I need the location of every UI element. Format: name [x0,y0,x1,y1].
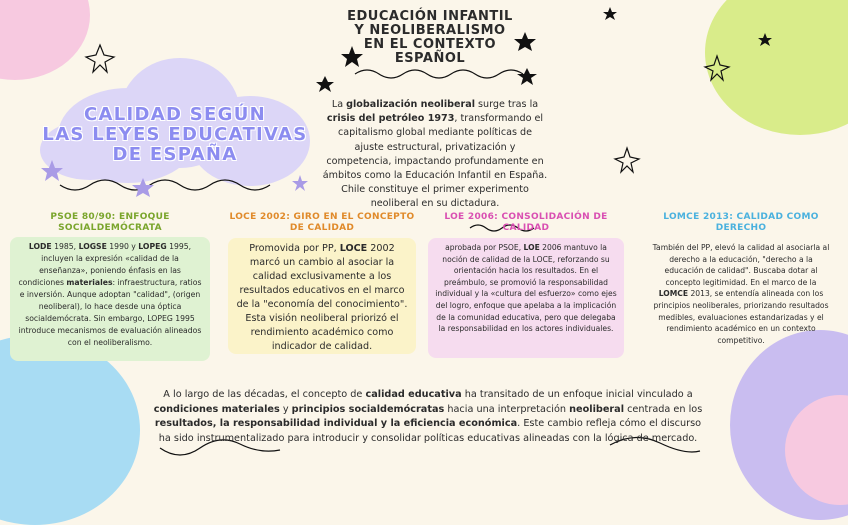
card-loe [428,238,624,358]
column-title-psoe: PSOE 80/90: ENFOQUE SOCIALDEMÓCRATA [50,212,170,233]
card-bold: materiales [66,278,113,287]
card-text: 2006 mantuvo la noción de calidad de la LOCE, reforzando su orientación hacia los resultados. En el preámbulo, se promovió la responsabilidad individual y la «cultura del esfuerzo» como ejes del logro, enfoque que apelaba a la implicación de la comunidad educativa, pero que delegaba la responsabilidad en los actores individuales. [435,243,617,334]
page-title [320,10,540,66]
main-heading [40,105,310,165]
star-icon [316,76,334,92]
heading-line: DE ESPAÑA [112,144,238,165]
card-text: 2013, se entendía alineada con los principios neoliberales, priorizando resultados medibles, evaluaciones estandarizadas y el rendimiento académico en un contexto competitivo. [653,289,829,345]
squiggle-line [355,70,523,78]
star-icon [132,178,154,197]
squiggle-line [60,180,270,190]
card-bold: LODE [28,242,52,251]
card-text: : infraestructura, ratios e inversión. Aunque adoptan "calidad", (origen neoliberal), lo hace desde una óptica socialdemócrata. Sin embargo, LOPEG 1995 introduce mecanismos de evaluación alineados con el neoliberalismo. [18,278,202,347]
card-loce [228,238,416,354]
card-text: Promovida por PP, [249,243,340,254]
footer-bold: condiciones materiales [153,403,280,415]
intro-text: surge tras la [475,99,539,110]
card-lomce [645,238,837,363]
sparkle-icon [615,148,639,172]
card-text: 1985, [51,242,79,251]
star-icon [517,68,537,85]
star-icon [758,33,772,46]
intro-paragraph [322,98,548,212]
card-text: aprobada por PSOE, [445,243,524,252]
title-line: EN EL CONTEXTO [363,37,497,52]
intro-text: , transformando el capitalismo global mediante políticas de ajuste estructural, privatización y competencia, impactando profundamente en ámbitos como la Educación Infantil en España. Chile constituye el primer experimento neoliberal en su dictadura. [322,113,548,210]
star-icon [603,7,617,20]
footer-text: y [279,403,292,415]
sparkle-icon [705,56,729,80]
intro-bold: globalización neoliberal [346,99,475,110]
card-text: 2002 marcó un cambio al asociar la calidad exclusivamente a los resultados educativos en el marco de la "economía del conocimiento". Esta visión neoliberal priorizó el rendimiento académico como indicador de calidad. [236,243,408,352]
intro-text: La [331,99,347,110]
footer-text: hacia una interpretación [444,403,570,415]
footer-text: ha transitado de un enfoque inicial vinculado a [461,389,693,400]
footer-text: centrada en los [624,403,703,415]
sparkle-icon [86,45,114,72]
heading-line: LAS LEYES EDUCATIVAS [42,124,308,145]
title-line: ESPAÑOL [394,51,466,66]
heading-line: CALIDAD SEGÚN [83,104,266,125]
card-bold: LOMCE [658,289,689,299]
title-line: Y NEOLIBERALISMO [354,23,506,38]
card-text: 1995, incluyen la expresión «calidad de la enseñanza», poniendo énfasis en las condiciones [18,242,192,287]
card-bold: LOGSE [78,242,107,251]
footer-bold: calidad educativa [365,389,462,400]
card-psoe [10,237,210,361]
conclusion-paragraph [148,388,708,446]
card-bold: LOE [523,243,540,252]
footer-bold: neoliberal [569,403,625,415]
footer-bold: principios socialdemócratas [291,403,445,415]
footer-text: A lo largo de las décadas, el concepto de [163,389,366,400]
column-title-loe: LOE 2006: CONSOLIDACIÓN DE CALIDAD [444,212,608,233]
title-line: EDUCACIÓN INFANTIL [347,9,513,24]
intro-bold: crisis del petróleo 1973 [326,113,455,125]
footer-bold: resultados, la responsabilidad individual y la eficiencia económica [154,418,518,430]
card-text: 1990 y [106,242,139,251]
column-title-loce: LOCE 2002: GIRO EN EL CONCEPTO DE CALIDAD [229,212,415,233]
card-text: También del PP, elevó la calidad al asociarla al derecho a la educación, "derecho a la educación de calidad". Buscaba dotar al concepto legitimidad. En el marco de la [652,243,830,287]
card-bold: LOPEG [138,242,167,251]
star-icon [292,175,308,191]
card-bold: LOCE [339,243,368,254]
footer-text: . Este cambio refleja cómo el discurso ha sido instrumentalizado para introducir y consolidar políticas educativas alineadas con la lógica de mercado. [158,418,702,444]
column-title-lomce: LOMCE 2013: CALIDAD COMO DERECHO [663,212,819,233]
